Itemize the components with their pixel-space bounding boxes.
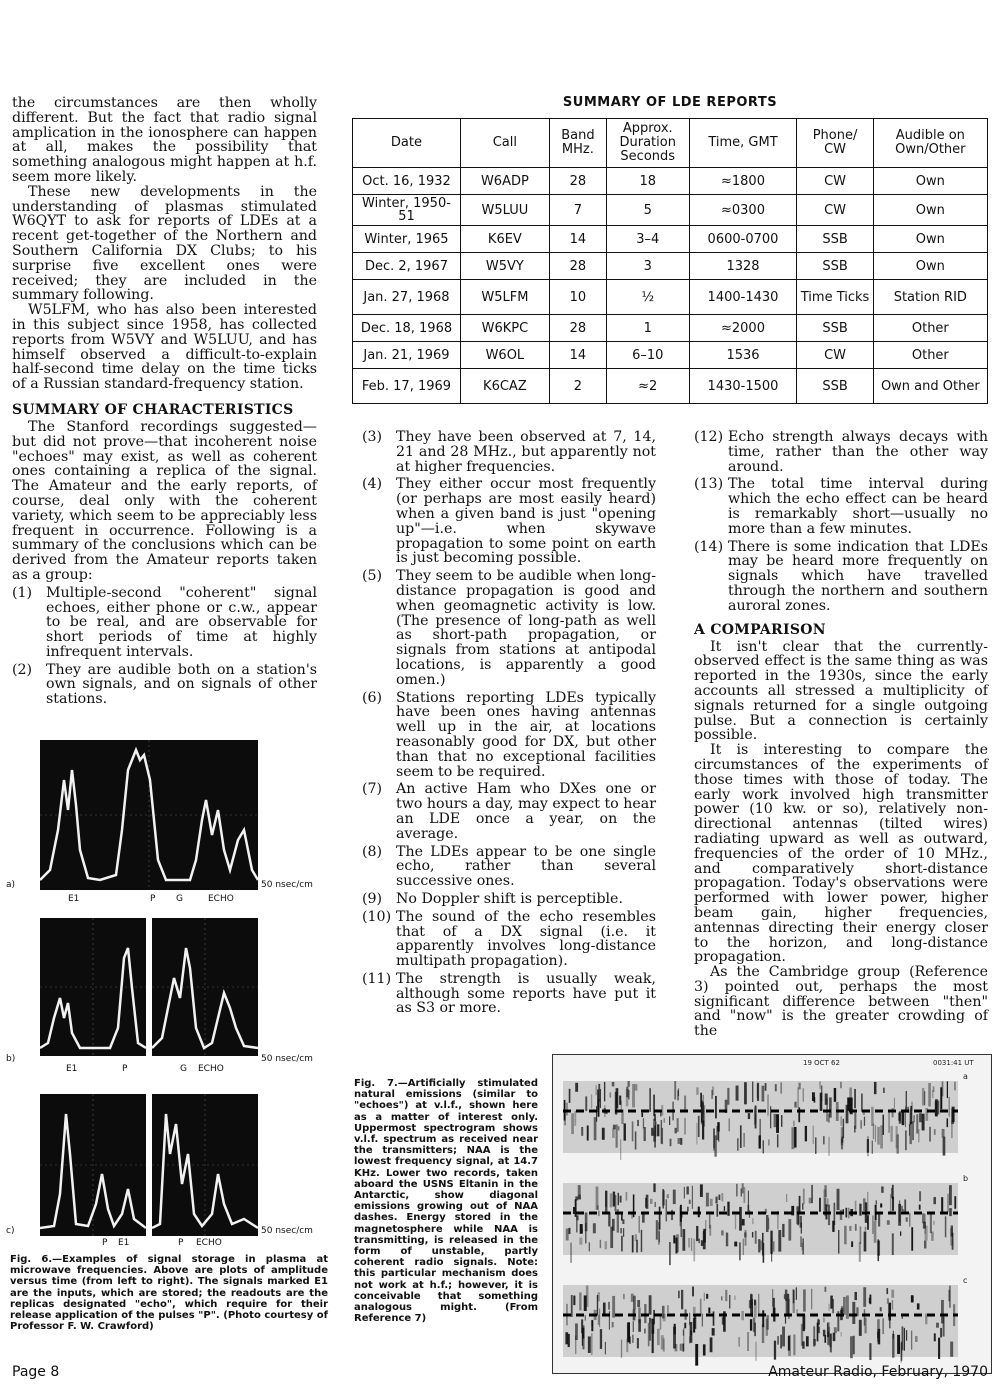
oscilloscope-trace-c-right: [152, 1094, 258, 1236]
table-header: Date: [353, 119, 461, 168]
table-header-row: [353, 119, 988, 168]
table-cell: K6EV: [460, 226, 549, 253]
trace-mark: ECHO: [208, 894, 234, 904]
table-cell: ≈0300: [689, 195, 797, 226]
table-cell: Other: [873, 315, 987, 342]
table-cell: Own: [873, 253, 987, 280]
table-cell: CW: [797, 342, 873, 369]
table-header: Time, GMT: [689, 119, 797, 168]
list-item: (1) Multiple-second "coherent" signal echoes, either phone or c.w., appear to be real, and are observable for short periods of time at highly infrequent intervals.: [12, 584, 317, 660]
table-title: SUMMARY OF LDE REPORTS: [562, 95, 778, 110]
table-cell: 1328: [689, 253, 797, 280]
table-cell: W5LUU: [460, 195, 549, 226]
table-cell: CW: [797, 195, 873, 226]
spectro-panel-label: b: [963, 1174, 969, 1183]
table-cell: Own: [873, 168, 987, 195]
trace-mark: ECHO: [198, 1064, 224, 1074]
table-cell: Feb. 17, 1969: [353, 369, 461, 404]
table-cell: 3: [606, 253, 689, 280]
table-cell: Dec. 2, 1967: [353, 253, 461, 280]
table-cell: Jan. 27, 1968: [353, 280, 461, 315]
trace-mark: G: [180, 1064, 187, 1074]
list-item: (6) Stations reporting LDEs typically have been ones having antennas well up in the air, at locations reasonably good for DX, but other than that no exceptional facilities seem to be required.: [362, 689, 656, 780]
table-cell: ≈2000: [689, 315, 797, 342]
trace-mark: E1: [118, 1238, 130, 1248]
table-cell: ½: [606, 280, 689, 315]
paragraph: the circumstances are then wholly different. But the fact that radio signal amplication in the ionosphere can happen at all, makes the possibility that something analogous might happen at h.f. seem more likely.: [12, 95, 317, 185]
spectro-time-label: 0031:41 UT: [933, 1059, 974, 1067]
table-cell: Own: [873, 226, 987, 253]
table-cell: Own: [873, 195, 987, 226]
figure-label: a): [6, 880, 16, 890]
table-cell: Jan. 21, 1969: [353, 342, 461, 369]
list-item: (11) The strength is usually weak, although some reports have put it as S3 or more.: [362, 970, 656, 1017]
table-row: [353, 280, 988, 315]
oscilloscope-trace-b-right: [152, 918, 258, 1056]
trace-mark: G: [176, 894, 183, 904]
table-cell: W5VY: [460, 253, 549, 280]
trace-mark: P: [122, 1064, 128, 1074]
characteristics-list-1: [12, 586, 317, 707]
middle-column: [362, 430, 656, 1019]
list-item: (5) They seem to be audible when long-distance propagation is good and when geomagnetic activity is low. (The presence of long-path as well as short-path propagation, or signals from stations at antipodal locations, is apparently a good omen.): [362, 568, 656, 688]
table-row: [353, 369, 988, 404]
paragraph: These new developments in the understanding of plasmas stimulated W6QYT to ask for reports of LDEs at a recent get-together of the Northern and Southern California DX Clubs; to his surprise five excellent ones were received; they are included in the summary following.: [12, 183, 317, 304]
table-cell: 14: [549, 342, 606, 369]
table-cell: W5LFM: [460, 280, 549, 315]
characteristics-list-2: [362, 430, 656, 1016]
figure-label: c): [6, 1226, 15, 1236]
table-cell: 18: [606, 168, 689, 195]
figure-7-caption: Fig. 7.—Artificially stimulated natural emissions (similar to "echoes") at v.l.f., shown here as a matter of interest only. Uppermost spectrogram shows v.l.f. spectrum as received near the transmitters; NAA is the lowest frequency signal, at 14.7 KHz. Lower two records, taken aboard the USNS Eltanin in the Antarctic, show diagonal emissions growing out of NAA dashes. Energy stored in the magnetosphere while NAA is transmitting, is released in the form of unstable, partly coherent radio signals. Note: this particular mechanism does not work at h.f.; however, it is conceivable that something analogous might. (From Reference 7): [354, 1078, 538, 1325]
table-cell: SSB: [797, 253, 873, 280]
list-item: (2) They are audible both on a station's own signals, and on signals of other stations.: [12, 661, 317, 708]
table-header: Phone/ CW: [797, 119, 873, 168]
table-cell: 0600-0700: [689, 226, 797, 253]
table-cell: 10: [549, 280, 606, 315]
table-cell: SSB: [797, 369, 873, 404]
trace-mark: P: [150, 894, 156, 904]
paragraph: The Stanford recordings suggested—but did not prove—that incoherent noise "echoes" may exist, as well as coherent ones containing a replica of the signal. The Amateur and the early reports, of course, deal only with the coherent variety, which seem to be appreciably less frequent in occurrence. Following is a summary of the conclusions which can be derived from the Amateur reports taken as a group:: [12, 418, 317, 583]
list-item: (12) Echo strength always decays with time, rather than the other way around.: [694, 429, 988, 475]
figure-7-spectrogram: [552, 1054, 992, 1374]
section-heading-summary: SUMMARY OF CHARACTERISTICS: [12, 401, 294, 418]
table-header: Call: [460, 119, 549, 168]
table-cell: Own and Other: [873, 369, 987, 404]
trace-mark: E1: [68, 894, 80, 904]
characteristics-list-3: [694, 430, 988, 614]
table-cell: 5: [606, 195, 689, 226]
figure-label: b): [6, 1054, 16, 1064]
list-item: (13) The total time interval during which the echo effect can be heard is remarkably short—usually no more than a few minutes.: [694, 476, 988, 537]
section-heading-comparison: A COMPARISON: [694, 621, 826, 638]
table-cell: Winter, 1950-51: [353, 195, 461, 226]
paragraph: It isn't clear that the currently-observed effect is the same thing as was reported in the 1930s, since the early accounts all stressed a multiplicity of signals returned for a single outgoing pulse. But a connection is certainly possible.: [694, 638, 988, 744]
table-row: [353, 342, 988, 369]
table-cell: 28: [549, 168, 606, 195]
trace-mark: P: [102, 1238, 108, 1248]
table-cell: 1536: [689, 342, 797, 369]
oscilloscope-trace-c-left: [40, 1094, 146, 1236]
table-cell: 14: [549, 226, 606, 253]
figure-6-caption: Fig. 6.—Examples of signal storage in plasma at microwave frequencies. Above are plots of amplitude versus time (from left to right). The signals marked E1 are the inputs, which are stored; the readouts are the replicas designated "echo", which require for their release application of the pulses "P". (Photo courtesy of Professor F. W. Crawford): [10, 1254, 328, 1333]
trace-mark: ECHO: [196, 1238, 222, 1248]
spectro-date-label: 19 OCT 62: [803, 1059, 840, 1067]
table-cell: Oct. 16, 1932: [353, 168, 461, 195]
table-cell: Time Ticks: [797, 280, 873, 315]
table-row: [353, 168, 988, 195]
list-item: (7) An active Ham who DXes one or two hours a day, may expect to hear an LDE once a year, on the average.: [362, 781, 656, 842]
scale-label: 50 nsec/cm: [261, 1054, 313, 1064]
table-body: [353, 168, 988, 404]
scale-label: 50 nsec/cm: [261, 1226, 313, 1236]
list-item: (8) The LDEs appear to be one single echo, rather than several successive ones.: [362, 843, 656, 890]
lde-reports-table: [352, 118, 988, 404]
table-cell: 28: [549, 253, 606, 280]
list-item: (14) There is some indication that LDEs may be heard more frequently on signals which have travelled through the northern and southern auroral zones.: [694, 538, 988, 614]
publication-footer: Amateur Radio, February, 1970: [768, 1364, 988, 1380]
lde-summary-table-block: [352, 95, 988, 404]
right-column: [694, 430, 988, 1039]
table-cell: W6KPC: [460, 315, 549, 342]
table-cell: W6ADP: [460, 168, 549, 195]
page-number: Page 8: [12, 1364, 60, 1380]
table-cell: 2: [549, 369, 606, 404]
table-cell: ≈2: [606, 369, 689, 404]
list-item: (9) No Doppler shift is perceptible.: [362, 890, 623, 907]
list-item: (3) They have been observed at 7, 14, 21 and 28 MHz., but apparently not at higher frequencies.: [362, 429, 656, 475]
table-row: [353, 253, 988, 280]
table-cell: 1: [606, 315, 689, 342]
table-row: [353, 226, 988, 253]
trace-mark: P: [178, 1238, 184, 1248]
table-cell: CW: [797, 168, 873, 195]
table-cell: 1400-1430: [689, 280, 797, 315]
table-cell: Dec. 18, 1968: [353, 315, 461, 342]
table-cell: 28: [549, 315, 606, 342]
scale-label: 50 nsec/cm: [261, 880, 313, 890]
table-row: [353, 195, 988, 226]
table-cell: 6–10: [606, 342, 689, 369]
table-cell: K6CAZ: [460, 369, 549, 404]
table-header: Audible on Own/Other: [873, 119, 987, 168]
list-item: (4) They either occur most frequently (or perhaps are most easily heard) when a given band is just "opening up"—i.e. when skywave propagation to some point on earth is just becoming possible.: [362, 476, 656, 567]
trace-mark: E1: [66, 1064, 78, 1074]
table-cell: 3–4: [606, 226, 689, 253]
table-cell: SSB: [797, 226, 873, 253]
paragraph: As the Cambridge group (Reference 3) pointed out, perhaps the most significant difference between "then" and "now" is the greater crowding of the: [694, 964, 988, 1040]
paragraph: W5LFM, who has also been interested in this subject since 1958, has collected reports from W5VY and W5LUU, and has himself observed a difficult-to-explain half-second time delay on the time ticks of a Russian standard-frequency station.: [12, 302, 317, 393]
table-cell: ≈1800: [689, 168, 797, 195]
table-header: Approx. Duration Seconds: [606, 119, 689, 168]
figure-6: [6, 740, 336, 1380]
spectro-panel-label: a: [963, 1072, 968, 1081]
spectro-panel-label: c: [963, 1276, 968, 1285]
left-column-top: [12, 96, 317, 710]
oscilloscope-trace-a: [40, 740, 258, 890]
table-cell: 1430-1500: [689, 369, 797, 404]
table-cell: W6OL: [460, 342, 549, 369]
table-row: [353, 315, 988, 342]
table-cell: Station RID: [873, 280, 987, 315]
list-item: (10) The sound of the echo resembles that of a DX signal (i.e. it apparently involves long-distance multipath propagation).: [362, 908, 656, 970]
table-cell: Other: [873, 342, 987, 369]
oscilloscope-trace-b-left: [40, 918, 146, 1056]
table-cell: 7: [549, 195, 606, 226]
table-cell: SSB: [797, 315, 873, 342]
table-cell: Winter, 1965: [353, 226, 461, 253]
table-header: Band MHz.: [549, 119, 606, 168]
paragraph: It is interesting to compare the circumstances of the experiments of those times with those of today. The early work involved high transmitter power (10 kw. or so), relatively non-directional antennas (tilted wires) radiating upward as well as outward, frequencies of the order of 10 MHz., and comparatively short-distance propagation. Today's observations were performed with lower power, higher beam gain, higher frequencies, antennas directing their energy closer to the horizon, and long-distance propagation.: [694, 742, 988, 966]
